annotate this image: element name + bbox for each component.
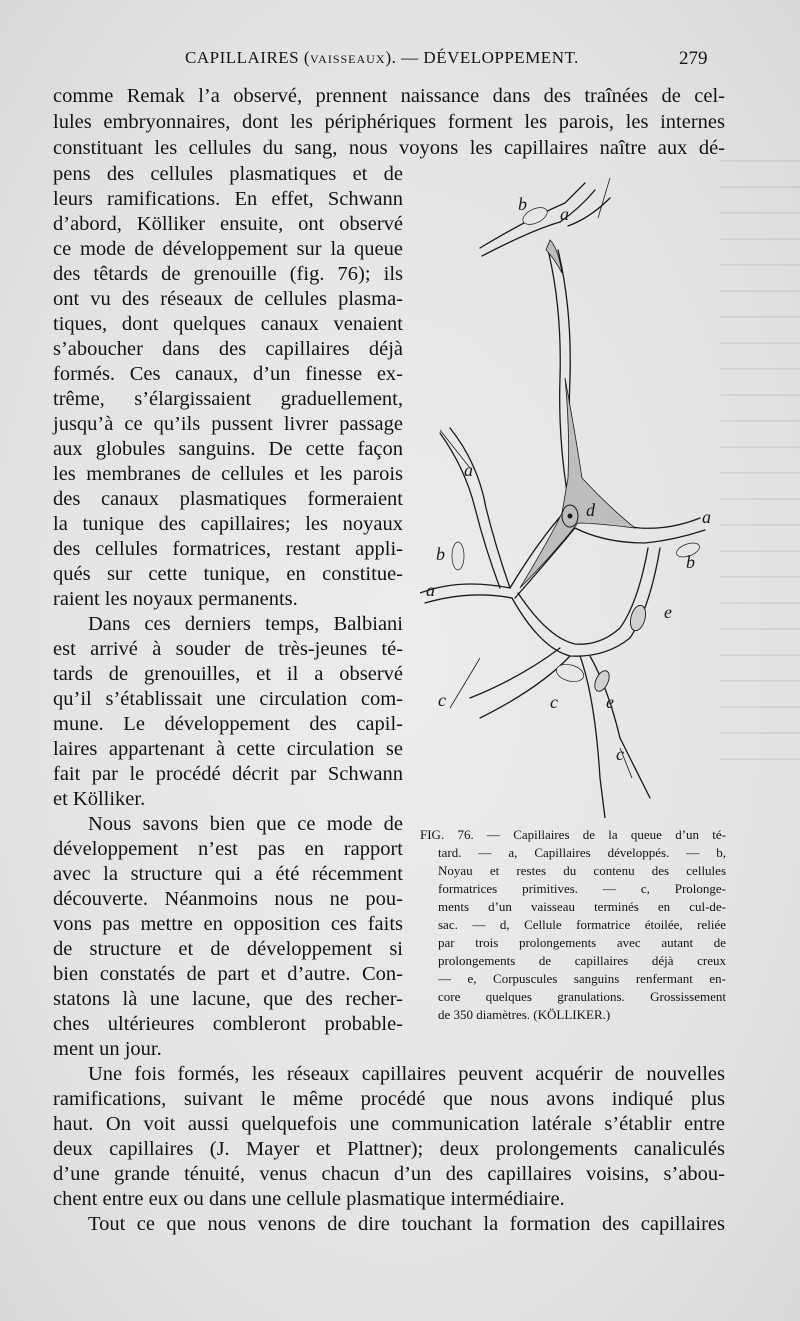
- caption-line: — e, Corpuscules sanguins renfermant en-: [438, 971, 726, 986]
- text-line: aux globules sanguins. De cette façon: [53, 438, 403, 460]
- blood-corpuscles: [592, 604, 648, 694]
- figure-label: b: [518, 194, 527, 214]
- stellate-cell: [520, 378, 635, 588]
- figure-label: a: [464, 460, 473, 480]
- text-line: des canaux plasmatiques formeraient: [53, 488, 403, 510]
- text-line: comme Remak l’a observé, prennent naissance dans des traînées de cel-: [53, 85, 725, 107]
- text-line: vons pas mettre en opposition ces faits: [53, 913, 403, 935]
- caption-line: par trois prolongements avec autant de: [438, 935, 726, 950]
- page-number: 279: [679, 48, 708, 69]
- caption-line: FIG. 76. — Capillaires de la queue d’un té-: [420, 827, 726, 842]
- text-line: trême, s’élargissaient graduellement,: [53, 388, 403, 410]
- bleed-through-shadow: [720, 160, 800, 780]
- capillary-wall: [425, 595, 512, 603]
- figure-label: a: [560, 204, 569, 224]
- text-line: constituant les cellules du sang, nous voyons les capillaires naître aux dé-: [53, 137, 725, 159]
- text-line: Une fois formés, les réseaux capillaires peuvent acquérir de nouvelles: [88, 1063, 725, 1085]
- text-line: leurs ramifications. En effet, Schwann: [53, 188, 403, 210]
- running-head-prefix: CAPILLAIRES (: [185, 48, 311, 67]
- capillary-wall: [620, 738, 650, 798]
- text-line: ce mode de développement sur la queue: [53, 238, 403, 260]
- text-line: tiques, dont quelques canaux venaient: [53, 313, 403, 335]
- text-line: haut. On voit aussi quelquefois une communication latérale s’établir entre: [53, 1113, 725, 1135]
- capillary-wall: [470, 648, 560, 698]
- text-line: d’abord, Kölliker ensuite, ont observé: [53, 213, 403, 235]
- running-head: [185, 48, 579, 68]
- figure-label: c: [550, 692, 558, 712]
- caption-line: Noyau et restes du contenu des cellules: [438, 863, 726, 878]
- capillary-wall: [440, 433, 500, 588]
- figure-label: c: [616, 744, 624, 764]
- text-line: d’une grande ténuité, venus chacun d’un des capillaires voisins, s’abou-: [53, 1163, 725, 1185]
- text-line: tards de grenouilles, et il a observé: [53, 663, 403, 685]
- running-header: [0, 48, 800, 74]
- text-line: ches ultérieures combleront probable-: [53, 1013, 403, 1035]
- figure-label: b: [436, 544, 445, 564]
- caption-line: de 350 diamètres. (KÖLLIKER.): [438, 1007, 611, 1022]
- text-line: lules embryonnaires, dont les périphériques forment les parois, les internes: [53, 111, 725, 133]
- caption-line: sac. — d, Cellule formatrice étoilée, reliée: [438, 917, 726, 932]
- text-line: laires appartenant à cette circulation se: [53, 738, 403, 760]
- text-line: chent entre eux ou dans une cellule plasmatique intermédiaire.: [53, 1188, 565, 1210]
- text-line: les membranes de cellules et les parois: [53, 463, 403, 485]
- capillary-wall: [568, 198, 610, 226]
- text-line: statons là une lacune, que des recher-: [53, 988, 403, 1010]
- text-line: deux capillaires (J. Mayer et Plattner); deux prolongements canaliculés: [53, 1138, 725, 1160]
- text-line: Nous savons bien que ce mode de: [88, 813, 403, 835]
- figure-76-illustration: [420, 178, 730, 818]
- running-head-small-caps: VAISSEAUX: [310, 52, 386, 66]
- text-line: ont vu des réseaux de cellules plasma-: [53, 288, 403, 310]
- text-line: jusqu’à ce qu’ils pussent livrer passage: [53, 413, 403, 435]
- text-line: s’aboucher dans des capillaires déjà: [53, 338, 403, 360]
- caption-line: ments d’un vaisseau terminés en cul-de-: [438, 899, 726, 914]
- text-line: de structure et de développement si: [53, 938, 403, 960]
- figure-label: e: [606, 692, 614, 712]
- text-line: ment un jour.: [53, 1038, 162, 1060]
- text-line: pens des cellules plasmatiques et de: [53, 163, 403, 185]
- figure-label: e: [664, 602, 672, 622]
- running-head-suffix: ). — DÉVELOPPEMENT.: [385, 48, 579, 67]
- text-line: et Kölliker.: [53, 788, 146, 810]
- text-line: Tout ce que nous venons de dire touchant la formation des capillaires: [88, 1213, 725, 1235]
- figure-label: c: [438, 690, 446, 710]
- text-line: développement n’est pas en rapport: [53, 838, 403, 860]
- text-line: formés. Ces canaux, d’un finesse ex-: [53, 363, 403, 385]
- caption-line: core quelques granulations. Grossissement: [438, 989, 726, 1004]
- capillary-drawing: [420, 178, 730, 818]
- text-line: fait par le procédé décrit par Schwann: [53, 763, 403, 785]
- caption-line: prolongements de capillaires déjà creux: [438, 953, 726, 968]
- text-line: des cellules formatrices, restant appli-: [53, 538, 403, 560]
- text-line: est arrivé à souder de très-jeunes té-: [53, 638, 403, 660]
- text-line: découverte. Néanmoins nous ne pou-: [53, 888, 403, 910]
- figure-label: a: [426, 580, 435, 600]
- caption-line: tard. — a, Capillaires développés. — b,: [438, 845, 726, 860]
- text-line: raient les noyaux permanents.: [53, 588, 298, 610]
- text-line: ramifications, suivant le même procédé que nous avons indiqué plus: [53, 1088, 725, 1110]
- caption-line: formatrices primitives. — c, Prolonge-: [438, 881, 726, 896]
- figure-label: a: [702, 507, 711, 527]
- text-line: bien constatés de part et d’autre. Con-: [53, 963, 403, 985]
- text-line: des têtards de grenouille (fig. 76); ils: [53, 263, 403, 285]
- figure-label: b: [686, 552, 695, 572]
- nucleolus: [568, 514, 573, 519]
- figure-label: d: [586, 500, 595, 520]
- text-line: mune. Le développement des capil-: [53, 713, 403, 735]
- text-line: qu’il s’établissait une circulation com-: [53, 688, 403, 710]
- text-line: la tunique des capillaires; les noyaux: [53, 513, 403, 535]
- text-line: avec la structure qui a été récemment: [53, 863, 403, 885]
- text-line: Dans ces derniers temps, Balbiani: [88, 613, 403, 635]
- text-line: qués sur cette tunique, en constitue-: [53, 563, 403, 585]
